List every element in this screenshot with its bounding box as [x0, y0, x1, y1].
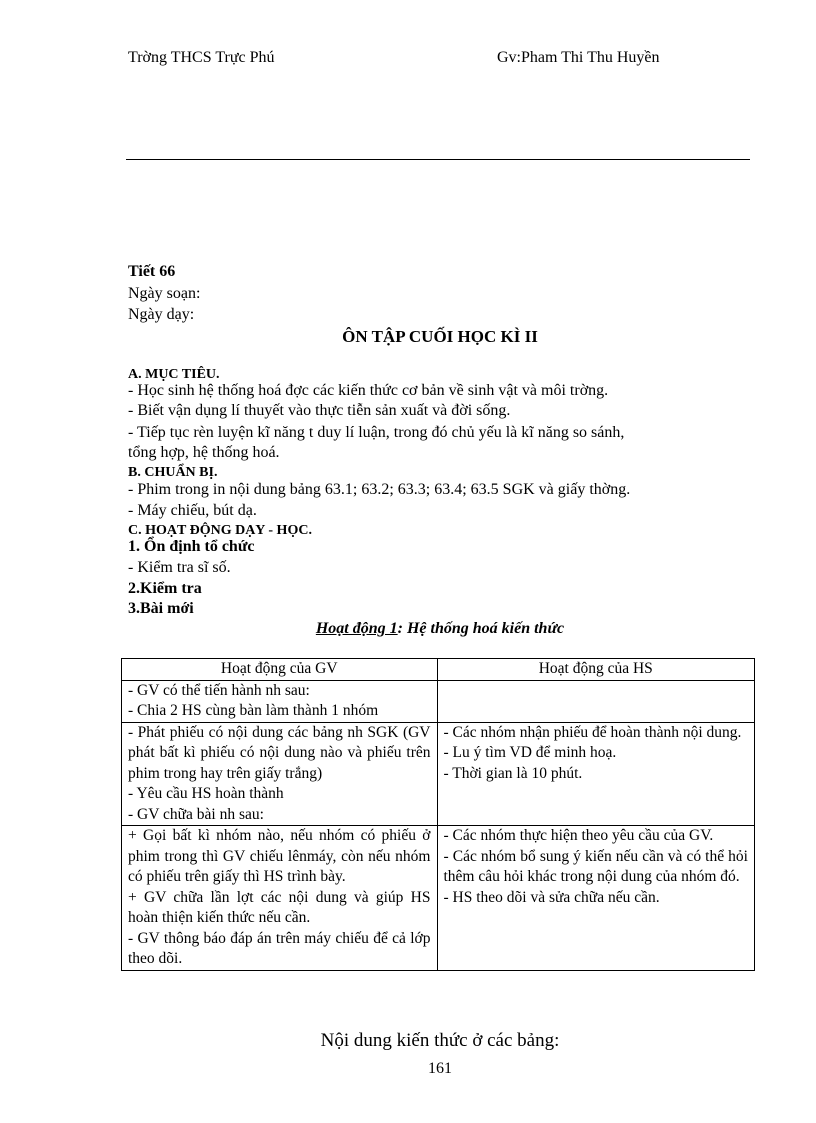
- gv-line: - GV có thể tiến hành nh sau:: [128, 681, 310, 699]
- gv-cell: [122, 680, 438, 722]
- section-a-item: - Học sinh hệ thống hoá đợc các kiến thức cơ bản về sinh vật và môi trờng.: [128, 382, 609, 399]
- gv-line: - GV thông báo đáp án trên máy chiếu để cả lớp theo dõi.: [128, 929, 431, 967]
- activity-title-rest: : Hệ thống hoá kiến thức: [397, 620, 565, 637]
- hs-line: - Các nhóm thực hiện theo yêu cầu của GV.: [443, 827, 714, 844]
- activity-label: Hoạt động 1: [315, 620, 398, 637]
- teacher-header: Gv:Pham Thi Thu Huyền: [497, 49, 660, 66]
- hs-line: - Lu ý tìm VD để minh hoạ.: [443, 744, 617, 761]
- table-row: [122, 826, 755, 971]
- lesson-period: Tiết 66: [128, 263, 176, 280]
- section-b-item: - Máy chiếu, bút dạ.: [128, 502, 257, 519]
- section-c1-title: 1. Ổn định tổ chức: [128, 538, 255, 555]
- school-header: Trờng THCS Trực Phú: [128, 49, 275, 66]
- gv-cell: [122, 826, 438, 971]
- gv-line: - Phát phiếu có nội dung các bảng nh SGK (GV phát bất kì phiếu có nội dung nào và phiếu trên phim trong hay trên giấy trắng): [128, 723, 431, 782]
- gv-line: - GV chữa bài nh sau:: [128, 805, 264, 823]
- lesson-title: ÔN TẬP CUỐI HỌC KÌ II: [342, 327, 538, 346]
- hs-line: - Các nhóm bổ sung ý kiến nếu cần và có thể hỏi thêm câu hỏi khác trong nội dung của nhóm đó.: [443, 847, 748, 885]
- hs-cell: [437, 722, 755, 826]
- section-c3-title: 3.Bài mới: [128, 600, 194, 617]
- gv-cell: [122, 722, 438, 826]
- hs-cell: [437, 826, 755, 971]
- teach-date: Ngày dạy:: [128, 306, 195, 323]
- gv-line: - Chia 2 HS cùng bàn làm thành 1 nhóm: [128, 702, 379, 719]
- column-header-hs: Hoạt động của HS: [437, 659, 755, 681]
- table-row: [122, 722, 755, 826]
- prep-date: Ngày soạn:: [128, 285, 201, 302]
- content-heading: Nội dung kiến thức ở các bảng:: [320, 1030, 560, 1051]
- section-b-item: - Phim trong in nội dung bảng 63.1; 63.2; 63.3; 63.4; 63.5 SGK và giấy thờng.: [128, 481, 631, 498]
- section-a-item: - Biết vận dụng lí thuyết vào thực tiễn sản xuất và đời sống.: [128, 402, 511, 419]
- gv-line: + Gọi bất kì nhóm nào, nếu nhóm có phiếu ở phim trong thì GV chiếu lênmáy, còn nếu nhóm có phiếu trên giấy thì HS trình bày.: [128, 827, 431, 885]
- column-header-gv: Hoạt động của GV: [122, 659, 438, 681]
- page-number: 161: [428, 1060, 452, 1077]
- section-a-item: - Tiếp tục rèn luyện kĩ năng t duy lí luận, trong đó chủ yếu là kĩ năng so sánh,: [128, 424, 625, 441]
- hs-line: - Các nhóm nhận phiếu để hoàn thành nội dung.: [443, 723, 742, 741]
- section-a-title: A. MỤC TIÊU.: [128, 367, 220, 382]
- section-b-title: B. CHUẨN BỊ.: [128, 465, 218, 480]
- activity-table: [121, 658, 755, 971]
- gv-line: + GV chữa lần lợt các nội dung và giúp HS hoàn thiện kiến thức nếu cần.: [128, 888, 431, 926]
- section-c-title: C. HOẠT ĐỘNG DẠY - HỌC.: [128, 523, 312, 538]
- gv-line: - Yêu cầu HS hoàn thành: [128, 785, 284, 802]
- header-divider: [126, 159, 750, 160]
- section-a-item: tổng hợp, hệ thống hoá.: [128, 444, 280, 461]
- table-header-row: [122, 659, 755, 681]
- activity-title: [0, 620, 816, 638]
- hs-line: - Thời gian là 10 phút.: [443, 764, 583, 782]
- hs-line: - HS theo dõi và sửa chữa nếu cần.: [443, 888, 660, 906]
- section-c1-item: - Kiểm tra sĩ số.: [128, 559, 231, 576]
- table-row: [122, 680, 755, 722]
- hs-cell: [437, 680, 755, 722]
- section-c2-title: 2.Kiểm tra: [128, 580, 202, 597]
